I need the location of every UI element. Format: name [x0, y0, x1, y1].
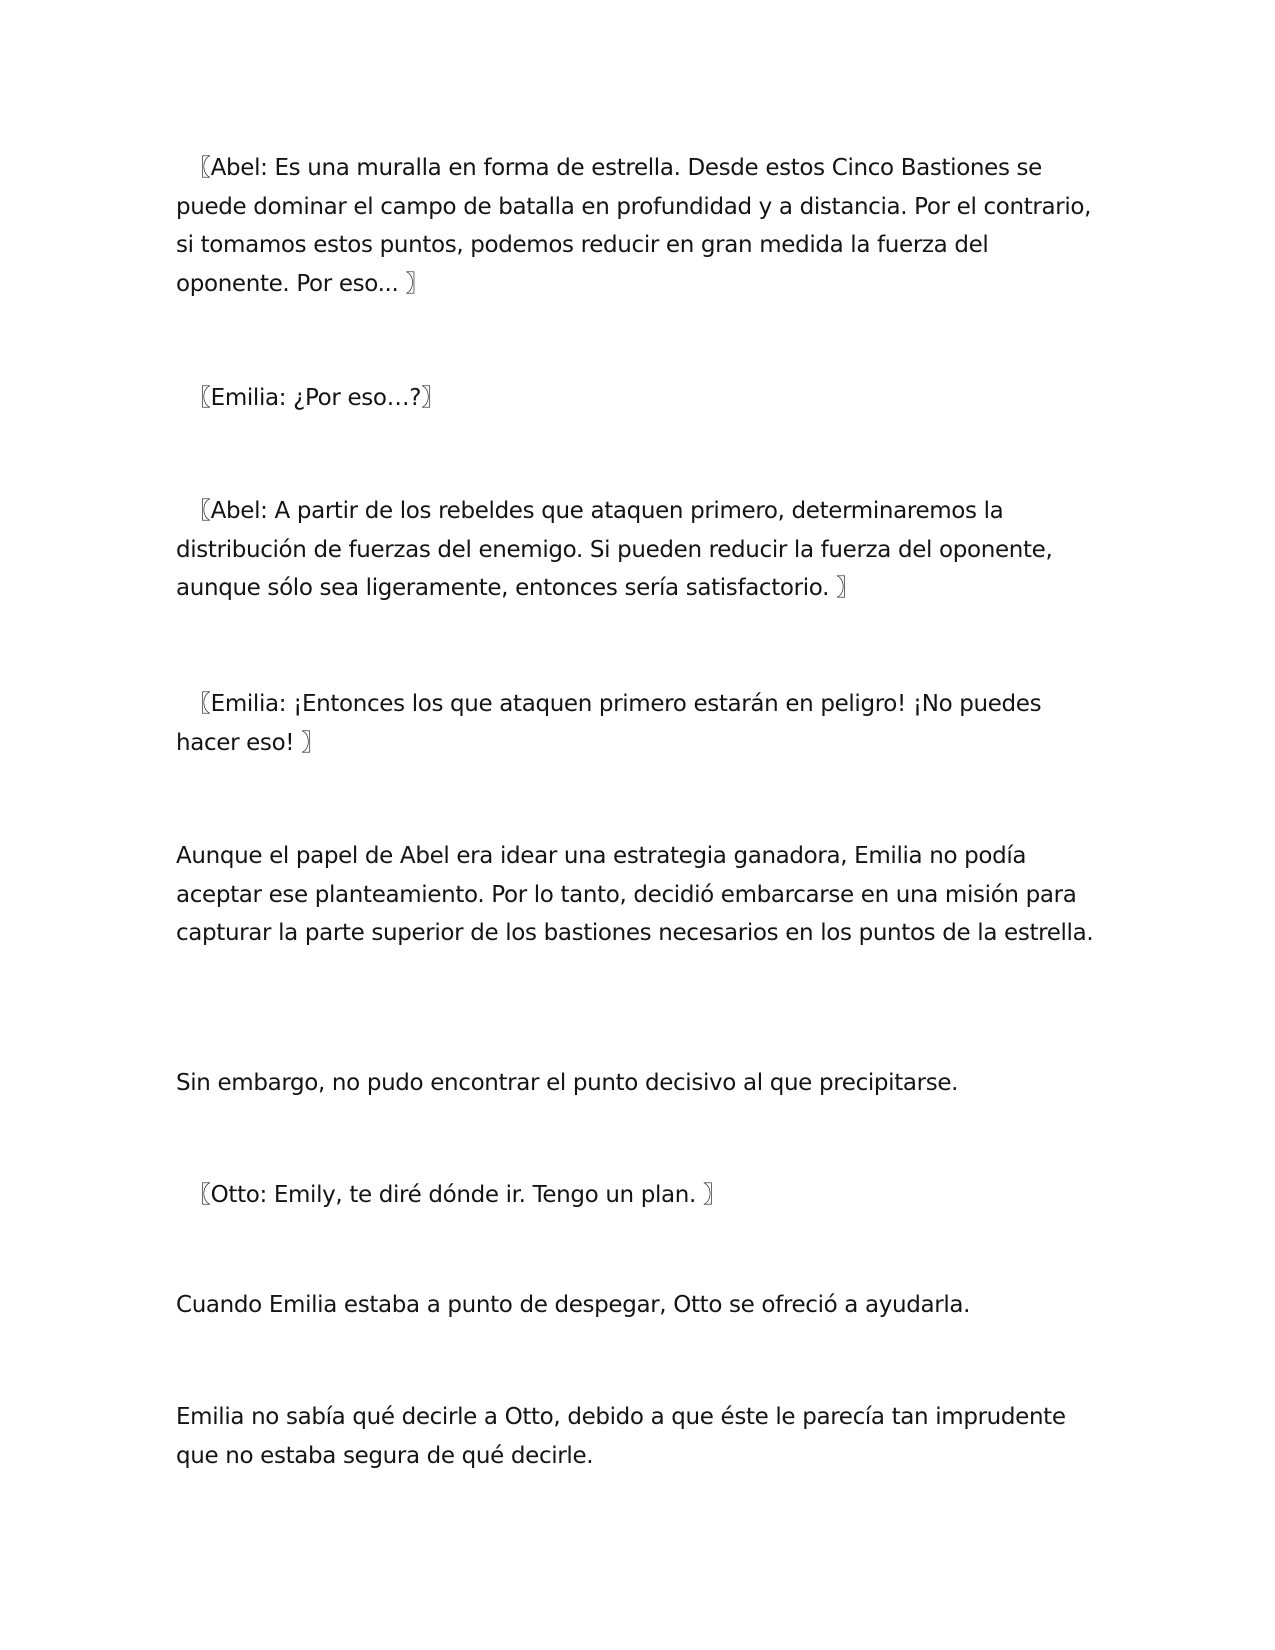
- dialogue-emilia-por-eso: 〖Emilia: ¿Por eso…?〗: [188, 385, 444, 411]
- dialogue-abel-rebels: 〖Abel: A partir de los rebeldes que ataquen primero, determinaremos la distribución de fuerzas del enemigo. Si pueden reducir la fuerza del oponente, aunque sólo sea ligeramente, entonces sería satisfactorio. 〗: [176, 498, 1053, 601]
- narration-paragraph: Sin embargo, no pudo encontrar el punto decisivo al que precipitarse.: [176, 1070, 959, 1096]
- dialogue-abel-star-wall: 〖Abel: Es una muralla en forma de estrella. Desde estos Cinco Bastiones se puede dominar el campo de batalla en profundidad y a distancia. Por el contrario, si tomamos estos puntos, podemos reducir en gran medida la fuerza del oponente. Por eso... 〗: [176, 155, 1092, 297]
- narration-paragraph: Cuando Emilia estaba a punto de despegar, Otto se ofreció a ayudarla.: [176, 1292, 971, 1318]
- narration-paragraph: Emilia no sabía qué decirle a Otto, debido a que éste le parecía tan imprudente que no estaba segura de qué decirle.: [176, 1404, 1066, 1469]
- narration-paragraph: Aunque el papel de Abel era idear una estrategia ganadora, Emilia no podía aceptar ese planteamiento. Por lo tanto, decidió embarcarse en una misión para capturar la parte superior de los bastiones necesarios en los puntos de la estrella.: [176, 843, 1094, 946]
- dialogue-emilia-peligro: 〖Emilia: ¡Entonces los que ataquen primero estarán en peligro! ¡No puedes hacer eso! 〗: [176, 691, 1042, 756]
- dialogue-otto-plan: 〖Otto: Emily, te diré dónde ir. Tengo un plan. 〗: [188, 1182, 726, 1208]
